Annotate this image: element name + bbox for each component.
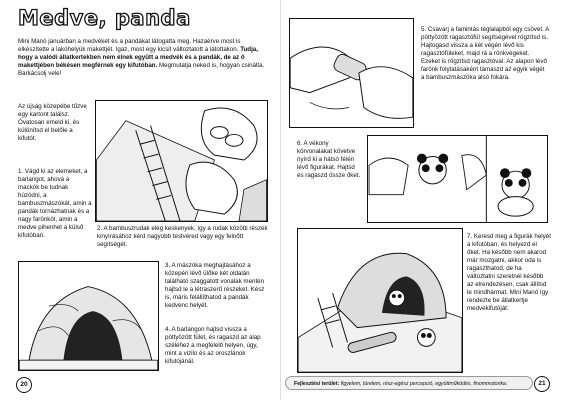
illustration-rolling-log: [289, 18, 414, 128]
intro-paragraph: [18, 38, 266, 78]
step6-text: 6. A vékony körvonalakat követve nyírd ki a hátsó félén lévő figurákat. Hajtsd és ragaszd össze őket.: [297, 140, 361, 179]
step5-text: 5. Csavarj a famintás téglalapból egy csövet. A pöttyözött ragasztófül segítségével rögzítsd is. Hajtogasd vissza a két végén lévő kis ragasztófüleket, majd rá a rönkvégeket. Ezeket is rögzítsd ragasztóval. Az alapon lévő farönk folytatásaként támaszd az egyik végét a bambuszmászóka alsó fokára.: [421, 26, 549, 81]
skills-bar: [285, 376, 533, 390]
illustration-figures: [367, 135, 548, 223]
intro-end-text: Megmutatja neked is, hogyan csinálta. Barkácsolj vele!: [18, 62, 265, 77]
illustration-finished-enclosure: [297, 228, 463, 373]
illustration-cutting-elements: [95, 100, 268, 222]
step2-text: 2. A bambuszrudak elég keskenyek, így a rudak közötti részek kinyírásához kérd nagyobb testvéred vagy egy felnőtt segítségét.: [97, 225, 268, 248]
step1-text: 1. Vágd ki az elemeket, a barlangot, ahová a mackók be tudnak húzódni, a bambuszmászókát, amin a pandák tornázhatnak és a nagy farönköt, amin a medve pihenhet a külső kifutóban.: [18, 168, 92, 239]
illustration-enclosure-svg: [298, 229, 462, 372]
step3-text: 3. A mászóka meghajtásához a közepén lévő ülőke két oldalán található szaggatott vonalak mentén hajtsd le a létraszerű részeket. Kész is, máris felállíthatod a pandák kedvenc helyét.: [165, 262, 265, 309]
step-prep-text: Az újság közepébe tűzve egy kartont találsz. Óvatosan emeld ki, és különítsd el belőle a kifutót.: [18, 103, 87, 142]
illustration-cave-svg: [19, 262, 158, 370]
skills-label: Fejlesztési terület:: [294, 381, 340, 387]
page-number-right: 21: [534, 376, 550, 392]
page-title: Medve, panda: [18, 6, 191, 30]
illustration-cave: [18, 261, 159, 371]
illustration-rolling-log-svg: [290, 19, 413, 127]
step7-text: 7. Keresd meg a figurák helyét a kifutóban, és helyezd el őket. Ha később nem akarod már mozgatni, akkor oda is ragaszthatod, de ha változtatni szeretnél később az elrendezésen, csak állítsd le mindhármat. Mini Manó így rendezte be állatkertje medvekifutóját:: [467, 233, 551, 312]
illustration-figures-svg: [368, 136, 547, 222]
intro-bold-text: Tudja, hogy a valódi állatkertekben nem élnek együtt a medvék és a pandák, de az ő makettjében békésen megférnek egy kifutóban.: [18, 46, 258, 69]
step4-text: 4. A barlangon hajtsd vissza a pöttyözött fület, és ragaszd az alap széléhez a megfelelő helyen, úgy, mint a vizilo és az oroszlánok kifutójánál.: [165, 326, 261, 365]
right-page: [281, 0, 562, 400]
left-page: [0, 0, 280, 400]
intro-text: Mini Manó januárban a medvéket és a pandákat látogatta meg. Hazaérve most is elkészítette a lakóhelyük makettjét. Igaz, most egy kicsit változtatott a látottakon.: [18, 38, 241, 53]
page-number-left: 20: [16, 377, 32, 393]
illustration-cutting-svg: [96, 101, 267, 221]
skills-text: figyelem, türelem, rész-egész percepció, együttműködés, finommotorika.: [340, 381, 508, 387]
